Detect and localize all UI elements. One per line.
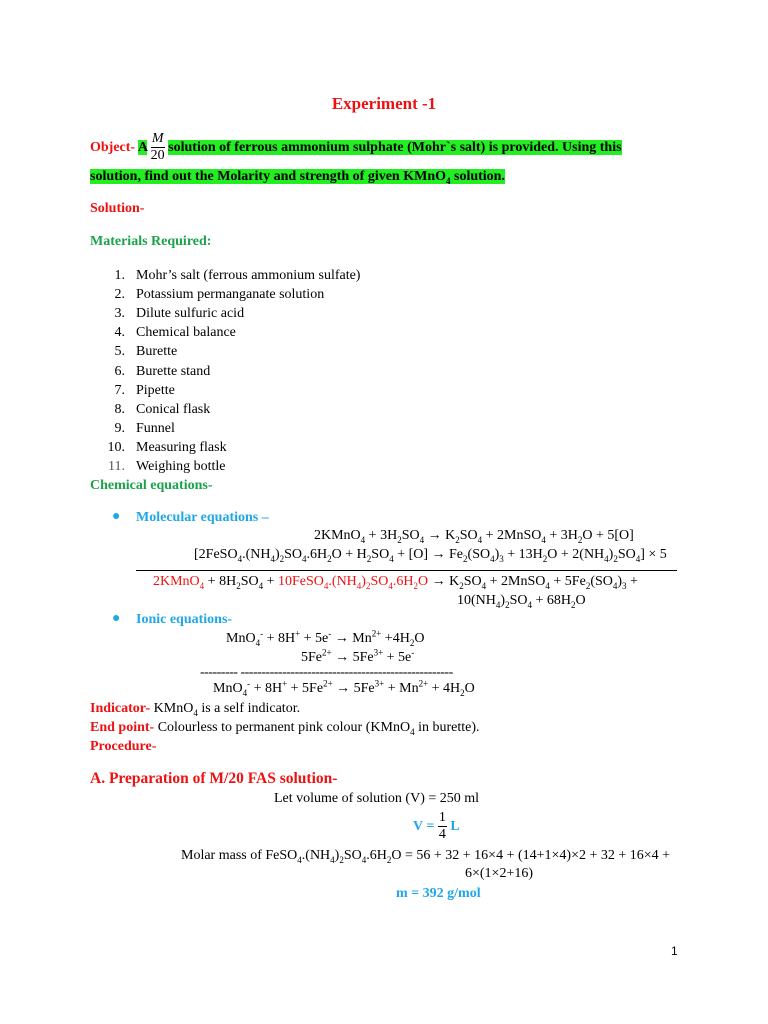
page-title: Experiment -1 xyxy=(331,94,437,113)
equation-divider xyxy=(136,570,677,571)
object-text-2: solution, find out the Molarity and strength of given KMnO$_4$ solution. xyxy=(90,169,505,186)
ionic-equation-2: $5Fe^{2+} \to 5Fe^{3+} + 5e^-$ xyxy=(301,647,415,665)
list-item: Dilute sulfuric acid xyxy=(136,306,245,321)
object-line-2 xyxy=(90,169,505,185)
procedure-label: Procedure- xyxy=(90,739,157,754)
list-item: Burette stand xyxy=(136,364,211,379)
molarity-fraction xyxy=(151,132,165,163)
molecular-equation-net-cont: $10(NH_4)_2SO_4 + 68H_2O$ xyxy=(457,593,586,610)
list-item: Potassium permanganate solution xyxy=(136,287,325,302)
list-item-number: 2. xyxy=(114,287,125,302)
bullet-icon: ● xyxy=(112,611,121,626)
chemical-equations-label: Chemical equations- xyxy=(90,478,213,493)
page-number: 1 xyxy=(671,944,678,958)
molecular-equation-1: 2KMnO$_4$ + $3H_2SO_4 \to K_2SO_4$ + 2MnSO$_4$ + $3H_2O + 5[O]$ xyxy=(314,528,634,545)
list-item: Funnel xyxy=(136,421,175,436)
list-item-number: 9. xyxy=(114,421,125,436)
ionic-equation-net: $MnO_4^- + 8H^+ + 5Fe^{2+} \to 5Fe^{3+} + Mn^{2+} + 4H_2O$ xyxy=(213,678,475,698)
list-item: Burette xyxy=(136,344,178,359)
ionic-label: Ionic equations- xyxy=(136,612,233,627)
list-item: Conical flask xyxy=(136,402,211,417)
bullet-icon: ● xyxy=(112,509,121,524)
materials-label: Materials Required: xyxy=(90,234,212,249)
solution-label: Solution- xyxy=(90,201,145,216)
molecular-equation-net: 2KMnO$_4$ + $8H_2SO_4$ + $10FeSO_4.(NH_4)_2SO_4.6H_2O \to K_2SO_4$ + 2MnSO$_4$ + $5Fe_2(SO_4)_3$ + xyxy=(153,574,638,591)
object-label: Object- xyxy=(90,140,136,155)
section-a-heading: A. Preparation of M/20 FAS solution- xyxy=(90,770,338,787)
indicator-line: Indicator- KMnO$_4$ is a self indicator. xyxy=(90,701,301,718)
list-item-number: 5. xyxy=(114,344,125,359)
endpoint-label: End point- xyxy=(90,720,155,735)
object-a: A xyxy=(137,140,148,155)
molecular-equation-2: $[2FeSO_4.(NH_4)_2SO_4.6H_2O + H_2SO_4 + [O] \to Fe_2(SO_4)_3 + 13H_2O + 2(NH_4)_2SO_4] \times 5$ xyxy=(194,547,667,564)
endpoint-line: End point- Colourless to permanent pink colour (KMnO$_4$ in burette). xyxy=(90,720,480,737)
molar-mass-line-2: 6×(1×2+16) xyxy=(465,866,534,881)
list-item-number: 10. xyxy=(107,440,125,455)
list-item-number: 6. xyxy=(114,364,125,379)
object-line-1 xyxy=(90,128,622,168)
indicator-label: Indicator- xyxy=(90,701,151,716)
volume-equation: V = $\frac{1}{4}$ L xyxy=(413,810,460,843)
list-item: Measuring flask xyxy=(136,440,227,455)
list-item: Chemical balance xyxy=(136,325,236,340)
list-item-number: 3. xyxy=(114,306,125,321)
list-item-number: 11. xyxy=(108,459,125,474)
list-item: Mohr’s salt (ferrous ammonium sulfate) xyxy=(136,268,361,283)
list-item-number: 4. xyxy=(114,325,125,340)
ionic-dashes: --------- --------------------------------------------------- xyxy=(200,665,453,680)
volume-fraction: $\frac{1}{4}$ xyxy=(438,810,446,843)
molecular-label: Molecular equations – xyxy=(136,510,269,525)
list-item-number: 8. xyxy=(114,402,125,417)
let-volume: Let volume of solution (V) = 250 ml xyxy=(274,791,480,806)
list-item-number: 7. xyxy=(114,383,125,398)
molar-mass-line: Molar mass of $FeSO_4.(NH_4)_2SO_4.6H_2O = 56 + 32 + 16\times 4 + (14+1\times 4)\times 2 + 32 + 16\times 4$ + xyxy=(181,848,671,865)
fraction-denominator: 20 xyxy=(150,148,165,164)
list-item: Pipette xyxy=(136,383,175,398)
object-text-1: solution of ferrous ammonium sulphate (Mohr`s salt) is provided. Using this xyxy=(168,140,622,155)
fraction-numerator: M xyxy=(151,131,164,147)
list-item: Weighing bottle xyxy=(136,459,226,474)
molar-mass-result: m = 392 g/mol xyxy=(396,886,481,901)
ionic-equation-1: $MnO_4^- + 8H^+ + 5e^- \to Mn^{2+} +4H_2O$ xyxy=(226,628,425,648)
list-item-number: 1. xyxy=(114,268,125,283)
